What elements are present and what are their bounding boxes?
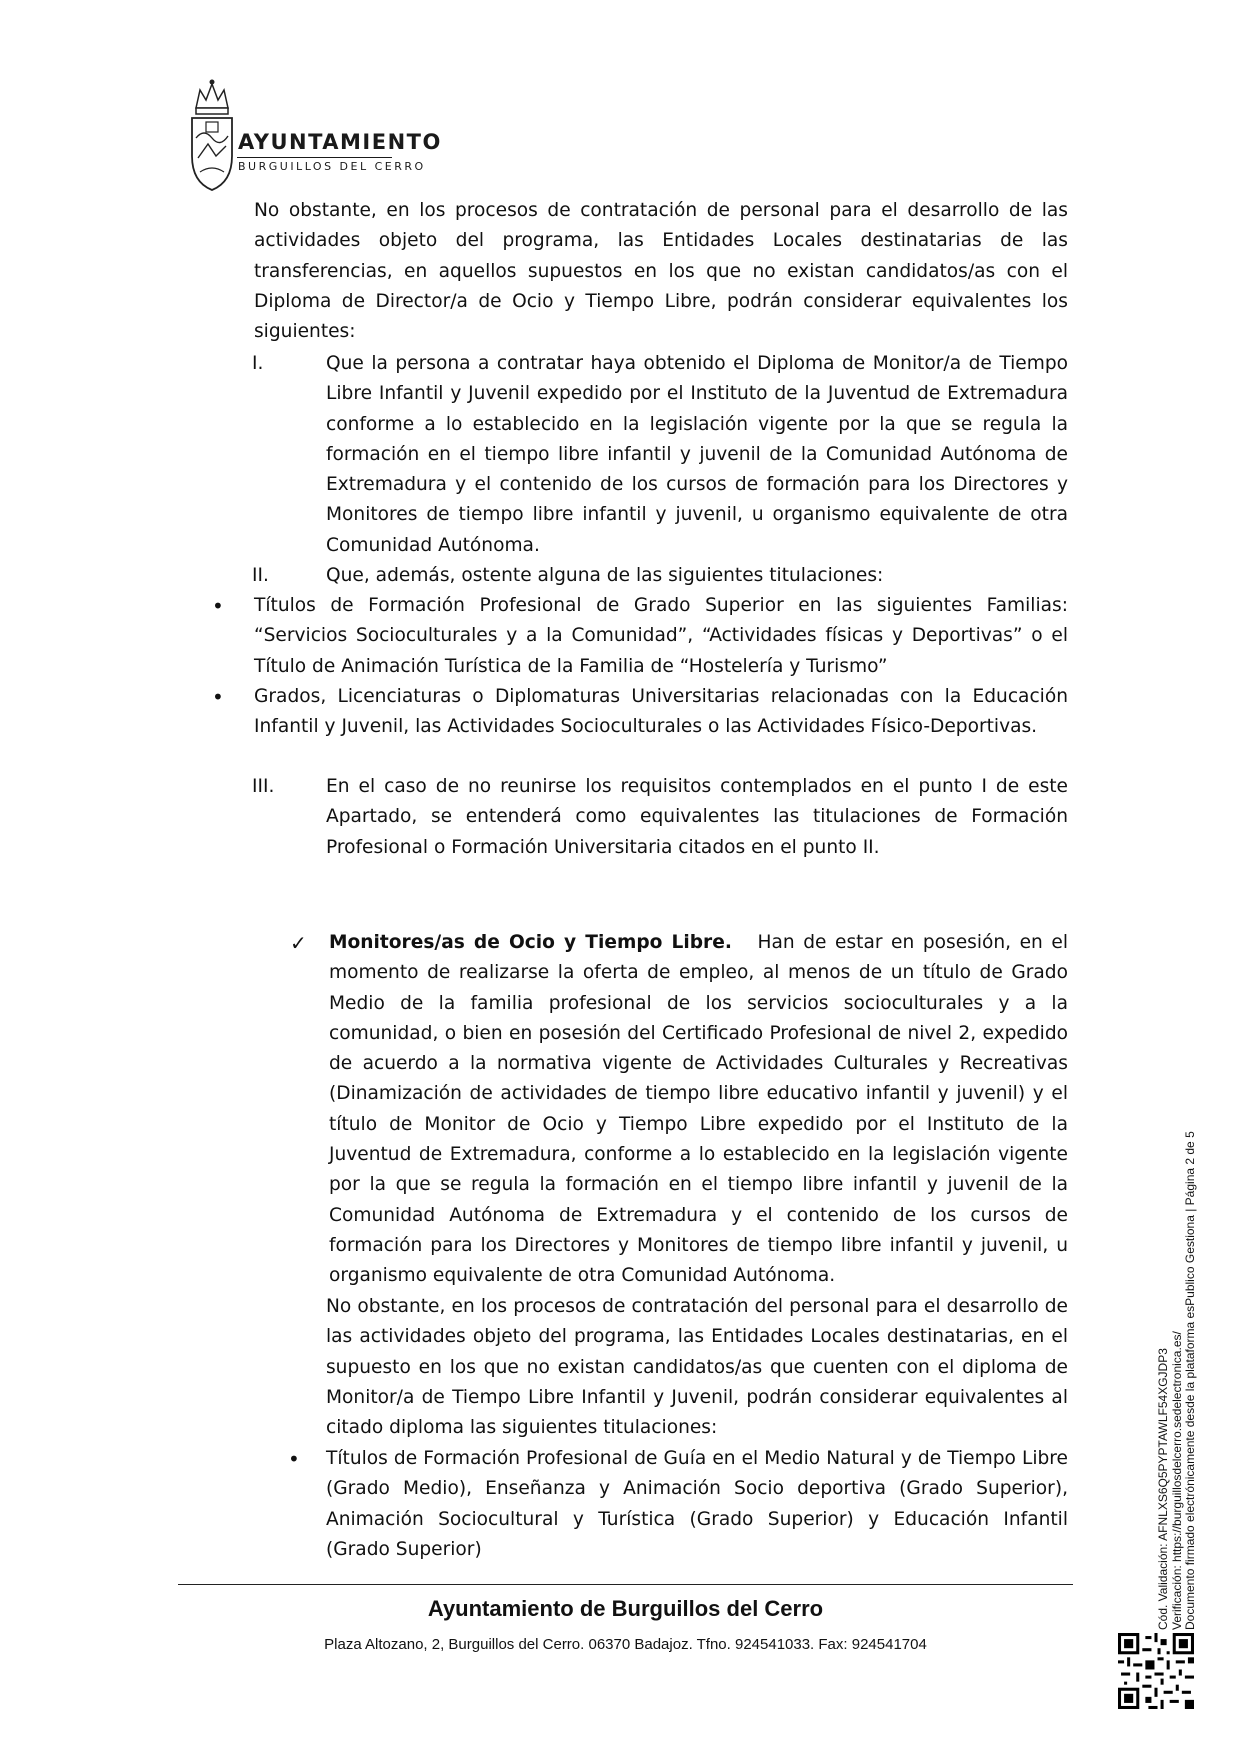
logo-title: AYUNTAMIENTO xyxy=(238,130,442,154)
monitores-paragraph xyxy=(329,928,1068,1292)
signature-note: Documento firmado electrónicamente desde la plataforma esPublico Gestiona | Página 2 de 5 xyxy=(1183,1131,1197,1630)
roman-item-3-text: En el caso de no reunirse los requisitos contemplados en el punto I de este Apartado, se entenderá como equivalentes las titulaciones de Formación Profesional o Formación Universitaria citados en el punto II. xyxy=(326,776,1068,858)
roman-numeral-3: III. xyxy=(252,776,275,797)
municipal-logo xyxy=(190,78,442,193)
footer-address: Plaza Altozano, 2, Burguillos del Cerro. 06370 Badajoz. Tfno. 924541033. Fax: 924541704 xyxy=(324,1636,927,1653)
checkmark-icon: ✓ xyxy=(290,931,307,955)
footer-title: Ayuntamiento de Burguillos del Cerro xyxy=(427,1596,824,1621)
list-item: Títulos de Formación Profesional de Guía en el Medio Natural y de Tiempo Libre (Grado Medio), Enseñanza y Animación Socio deportiva (Grado Superior), Animación Sociocultural y Turística (Grado Superior) y Educación Infantil (Grado Superior) xyxy=(326,1448,1068,1560)
bullet-icon: • xyxy=(288,1447,300,1471)
roman-item-1-text: Que la persona a contratar haya obtenido el Diploma de Monitor/a de Tiempo Libre Infantil y Juvenil expedido por el Instituto de la Juventud de Extremadura conforme a lo establecido en la legislación vigente por la que se regula la formación en el tiempo libre infantil y juvenil de la Comunidad Autónoma de Extremadura y el contenido de los cursos de formación para los Directores y Monitores de tiempo libre infantil y juvenil, u organismo equivalente de otra Comunidad Autónoma. xyxy=(326,353,1068,556)
verification-url[interactable]: Verificación: https://burguillosdelcerro.sedelectronica.es/ xyxy=(1169,1331,1184,1630)
footer-divider xyxy=(178,1584,1073,1585)
logo-subtitle: BURGUILLOS DEL CERRO xyxy=(238,160,426,173)
intro-paragraph: No obstante, en los procesos de contratación de personal para el desarrollo de las actividades objeto del programa, las Entidades Locales destinatarias de las transferencias, en aquellos supuestos en los que no existan candidatos/as con el Diploma de Director/a de Ocio y Tiempo Libre, podrán considerar equivalentes los siguientes: xyxy=(254,200,1068,343)
bullet-icon: • xyxy=(212,594,224,618)
roman-item-2-text: Que, además, ostente alguna de las siguientes titulaciones: xyxy=(326,565,884,586)
roman-numeral-2: II. xyxy=(252,565,269,586)
monitores-text: Han de estar en posesión, en el momento de realizarse la oferta de empleo, al menos de un título de Grado Medio de la familia profesional de los servicios socioculturales y a la comunidad, o bien en posesión del Certificado Profesional de nivel 2, expedido de acuerdo a la normativa vigente de Actividades Culturales y Recreativas (Dinamización de actividades de tiempo libre educativo infantil y juvenil) y el título de Monitor de Ocio y Tiempo Libre expedido por el Instituto de la Juventud de Extremadura, conforme a lo establecido en la legislación vigente por la que se regula la formación en el tiempo libre infantil y juvenil de la Comunidad Autónoma de Extremadura y el contenido de los cursos de formación para los Directores y Monitores de tiempo libre infantil y juvenil, u organismo equivalente de otra Comunidad Autónoma. xyxy=(329,932,1068,1287)
roman-numeral-1: I. xyxy=(252,353,264,374)
logo-divider xyxy=(237,157,392,158)
qr-code-icon xyxy=(1118,1633,1194,1709)
list-item: Títulos de Formación Profesional de Grado Superior en las siguientes Familias: “Servicios Socioculturales y a la Comunidad”, “Actividades físicas y Deportivas” o el Título de Animación Turística de la Familia de “Hostelería y Turismo” xyxy=(254,595,1068,677)
list-item: Grados, Licenciaturas o Diplomaturas Universitarias relacionadas con la Educación Infantil y Juvenil, las Actividades Socioculturales o las Actividades Físico-Deportivas. xyxy=(254,686,1068,738)
monitores-paragraph-2: No obstante, en los procesos de contratación del personal para el desarrollo de las actividades objeto del programa, las Entidades Locales destinatarias, en el supuesto en los que no existan candidatos/as que cuenten con el diploma de Monitor/a de Tiempo Libre Infantil y Juvenil, podrán considerar equivalentes al citado diploma las siguientes titulaciones: xyxy=(326,1296,1068,1439)
bullet-icon: • xyxy=(212,685,224,709)
validation-code: Cód. Validación: AFNLXS6Q5PYPTAWLF54XGJDP3 xyxy=(1156,1348,1170,1630)
monitores-heading: Monitores/as de Ocio y Tiempo Libre. xyxy=(329,932,732,953)
validation-stamp xyxy=(1157,1070,1198,1630)
